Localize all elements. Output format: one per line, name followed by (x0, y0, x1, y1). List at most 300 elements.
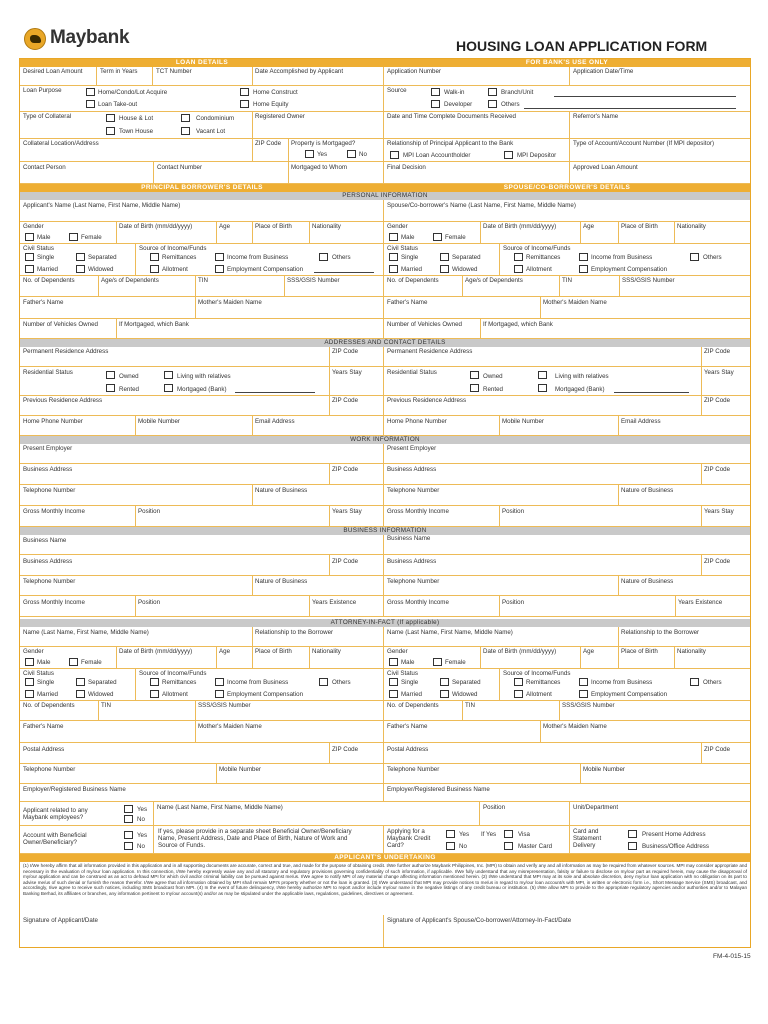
spouse-field-father[interactable] (384, 297, 541, 319)
spouse-civil-status-group (384, 244, 500, 276)
label: Application Date/Time (573, 68, 634, 75)
office-delivery-checkbox[interactable] (628, 842, 637, 850)
field-docs-received[interactable] (384, 112, 570, 139)
label: Nationality (312, 648, 341, 655)
label: Source of Income/Funds (503, 245, 571, 252)
section-principal: PRINCIPAL BORROWER'S DETAILS (20, 184, 384, 192)
label: Married (401, 691, 422, 698)
spouse-field-pob[interactable] (619, 222, 675, 244)
label: Number of Vehicles Owned (23, 321, 98, 328)
attorney-field-father[interactable] (20, 721, 196, 743)
beneficial-yes-checkbox[interactable] (124, 831, 133, 839)
label: Widowed (88, 266, 114, 273)
field-employer[interactable] (20, 444, 384, 464)
field-home-phone[interactable] (20, 416, 136, 436)
spouse-field-age[interactable] (581, 222, 619, 244)
owned-checkbox[interactable] (106, 371, 115, 379)
label: Business Address (23, 466, 73, 473)
field-dob[interactable] (117, 222, 217, 244)
field-contact-number[interactable] (154, 162, 289, 184)
label: No (137, 816, 145, 823)
field-attorney-relationship[interactable] (253, 627, 384, 647)
spouse-field-previous-zip[interactable] (702, 396, 750, 416)
field-email[interactable] (253, 416, 384, 436)
field-pob[interactable] (253, 222, 310, 244)
field-spouse-name[interactable] (384, 200, 750, 222)
field-collateral-location[interactable] (20, 139, 253, 162)
spouse-field-work-telephone[interactable] (384, 485, 619, 506)
spouse-field-employer[interactable] (384, 444, 750, 464)
label: Applicant's Name (Last Name, First Name, Middle Name) (23, 202, 181, 209)
label: Name (Last Name, First Name, Middle Name) (157, 804, 283, 811)
attorney2-field-postal[interactable] (384, 743, 702, 764)
label: Name (Last Name, First Name, Middle Name) (23, 629, 149, 636)
field-mortgaged-to[interactable] (289, 162, 384, 184)
separated-checkbox[interactable] (76, 253, 85, 261)
attorney-field-pob[interactable] (253, 647, 310, 669)
field-work-gross[interactable] (20, 506, 136, 527)
attorney-field-zip[interactable] (330, 743, 384, 764)
label: Business Name (23, 537, 67, 544)
field-if-mortgaged[interactable] (117, 319, 384, 339)
attorney-allotment-checkbox[interactable] (150, 690, 159, 698)
spouse-field-business-position[interactable] (500, 596, 676, 617)
label: Civil Status (387, 670, 418, 677)
signature-spouse[interactable] (384, 915, 750, 947)
field-father[interactable] (20, 297, 196, 319)
spouse-mortgaged-bank-checkbox[interactable] (538, 384, 547, 392)
attorney2-married-checkbox[interactable] (389, 690, 398, 698)
spouse-field-permanent-address[interactable] (384, 347, 702, 367)
field-related-position[interactable] (480, 802, 570, 826)
attorney-male-checkbox[interactable] (25, 658, 34, 666)
source-group (384, 86, 750, 112)
spouse-remittances-checkbox[interactable] (514, 253, 523, 261)
mortgaged-yes-checkbox[interactable] (305, 150, 314, 158)
attorney2-field-zip[interactable] (702, 743, 750, 764)
home-equity-checkbox[interactable] (240, 100, 249, 108)
attorney-others-checkbox[interactable] (319, 678, 328, 686)
label: Employer/Registered Business Name (23, 786, 126, 793)
label: Single (37, 679, 55, 686)
spouse-mortgaged-bank-line[interactable] (614, 392, 689, 393)
field-vehicles[interactable] (20, 319, 117, 339)
living-relatives-checkbox[interactable] (164, 371, 173, 379)
label: Residential Status (23, 369, 73, 376)
field-applicant-name[interactable] (20, 200, 384, 222)
field-referrer[interactable] (570, 112, 750, 139)
spouse-field-years-stay[interactable] (702, 367, 750, 396)
attorney-field-employer[interactable] (20, 784, 384, 802)
field-previous-address[interactable] (20, 396, 330, 416)
label: Yes (137, 806, 148, 813)
related-no-checkbox[interactable] (124, 815, 133, 823)
attorney-single-checkbox[interactable] (25, 678, 34, 686)
field-business-zip[interactable] (330, 555, 384, 576)
spouse-field-work-nature[interactable] (619, 485, 750, 506)
attorney-female-checkbox[interactable] (69, 658, 78, 666)
spouse-field-mother[interactable] (541, 297, 750, 319)
field-previous-zip[interactable] (330, 396, 384, 416)
label: Registered Owner (255, 113, 305, 120)
attorney-field-tin[interactable] (99, 701, 196, 721)
spouse-owned-checkbox[interactable] (470, 371, 479, 379)
spouse-field-business-years[interactable] (676, 596, 750, 617)
mastercard-checkbox[interactable] (504, 842, 513, 850)
label: If Mortgaged, which Bank (483, 321, 553, 328)
mpi-depositor-checkbox[interactable] (504, 151, 513, 159)
spouse-field-tin[interactable] (560, 276, 620, 297)
label: Nature of Business (621, 578, 674, 585)
attorney2-female-checkbox[interactable] (433, 658, 442, 666)
field-work-telephone[interactable] (20, 485, 253, 506)
field-approved-amount[interactable] (570, 162, 750, 184)
spouse-field-work-position[interactable] (500, 506, 702, 527)
label: Years Stay (332, 369, 362, 376)
spouse-male-checkbox[interactable] (389, 233, 398, 241)
label: No (359, 151, 367, 158)
field-business-years[interactable] (310, 596, 384, 617)
label: Employment Compensation (591, 266, 668, 273)
field-work-address[interactable] (20, 464, 330, 485)
label: Contact Number (157, 164, 203, 171)
attorney2-field-employer[interactable] (384, 784, 750, 802)
maybank-logo (24, 27, 154, 51)
field-application-number[interactable] (384, 67, 570, 86)
attorney2-remittances-checkbox[interactable] (514, 678, 523, 686)
label: Branch/Unit (501, 89, 534, 96)
spouse-married-checkbox[interactable] (389, 265, 398, 273)
attorney-field-age[interactable] (217, 647, 253, 669)
label: SSS/GSIS Number (562, 702, 615, 709)
field-business-position[interactable] (136, 596, 310, 617)
label: If Mortgaged, which Bank (119, 321, 189, 328)
female-checkbox[interactable] (69, 233, 78, 241)
card-yes-checkbox[interactable] (446, 830, 455, 838)
label: Yes (459, 831, 470, 838)
field-business-nature[interactable] (253, 576, 384, 596)
field-permanent-zip[interactable] (330, 347, 384, 367)
label: Collateral Location/Address (23, 140, 99, 147)
spouse-field-work-zip[interactable] (702, 464, 750, 485)
label: Rented (119, 386, 139, 393)
attorney-widowed-checkbox[interactable] (76, 690, 85, 698)
field-business-address[interactable] (20, 555, 330, 576)
field-related-unit[interactable] (570, 802, 750, 826)
home-construct-checkbox[interactable] (240, 88, 249, 96)
spouse-field-work-address[interactable] (384, 464, 702, 485)
label: No. of Dependents (23, 277, 75, 284)
label: Telephone Number (387, 766, 440, 773)
spouse-field-previous-address[interactable] (384, 396, 702, 416)
mpi-holder-checkbox[interactable] (390, 151, 399, 159)
label: Remittances (162, 254, 197, 261)
label: Age (219, 648, 231, 655)
attorney2-employment-checkbox[interactable] (579, 690, 588, 698)
label: Date of Birth (mm/dd/yyyy) (483, 223, 557, 230)
field-business-telephone[interactable] (20, 576, 253, 596)
widowed-checkbox[interactable] (76, 265, 85, 273)
spouse-field-sss[interactable] (620, 276, 750, 297)
spouse-field-permanent-zip[interactable] (702, 347, 750, 367)
home-delivery-checkbox[interactable] (628, 830, 637, 838)
field-attorney-name[interactable] (20, 627, 253, 647)
attorney2-field-dependents[interactable] (384, 701, 463, 721)
field-collateral-zip[interactable] (253, 139, 289, 162)
spouse-field-dependents[interactable] (384, 276, 463, 297)
label: Walk-in (444, 89, 465, 96)
label: ZIP Code (704, 466, 731, 473)
field-registered-owner[interactable] (253, 112, 384, 139)
spouse-others-income-checkbox[interactable] (690, 253, 699, 261)
single-checkbox[interactable] (25, 253, 34, 261)
label: Referror's Name (573, 113, 619, 120)
field-term[interactable] (97, 67, 153, 86)
mortgaged-bank-line[interactable] (235, 392, 315, 393)
spouse-allotment-checkbox[interactable] (514, 265, 523, 273)
allotment-checkbox[interactable] (150, 265, 159, 273)
label: Postal Address (387, 746, 429, 753)
attorney-field-mobile[interactable] (217, 764, 384, 784)
field-permanent-address[interactable] (20, 347, 330, 367)
mortgaged-bank-checkbox[interactable] (164, 384, 173, 392)
field-tin[interactable] (196, 276, 285, 297)
field-desired-amount[interactable] (20, 67, 97, 86)
label: Years Existence (312, 599, 357, 606)
attorney2-income-business-checkbox[interactable] (579, 678, 588, 686)
label: Gross Monthly Income (23, 508, 85, 515)
attorney-field-nationality[interactable] (310, 647, 384, 669)
label: Mobile Number (502, 418, 544, 425)
spouse-field-mobile[interactable] (500, 416, 619, 436)
beneficial-no-checkbox[interactable] (124, 842, 133, 850)
field-account-type[interactable] (570, 139, 750, 162)
label: SSS/GSIS Number (622, 277, 675, 284)
attorney2-field-telephone[interactable] (384, 764, 581, 784)
section-bank-use: FOR BANK'S USE ONLY (384, 59, 750, 67)
attorney-field-mother[interactable] (196, 721, 384, 743)
attorney2-field-tin[interactable] (463, 701, 560, 721)
label: Home/Condo/Lot Acquire (98, 89, 168, 96)
married-checkbox[interactable] (25, 265, 34, 273)
attorney2-field-mobile[interactable] (581, 764, 750, 784)
developer-checkbox[interactable] (431, 100, 440, 108)
attorney-field-sss[interactable] (196, 701, 384, 721)
attorney-married-checkbox[interactable] (25, 690, 34, 698)
spouse-field-business-address[interactable] (384, 555, 702, 576)
label: Source of Income/Funds (503, 670, 571, 677)
spouse-field-business-name[interactable] (384, 535, 750, 555)
field-years-stay[interactable] (330, 367, 384, 396)
attorney2-field-father[interactable] (384, 721, 541, 743)
field-tct[interactable] (153, 67, 253, 86)
rented-checkbox[interactable] (106, 384, 115, 392)
label: Business Name (387, 535, 431, 542)
spouse-field-if-mortgaged[interactable] (481, 319, 750, 339)
spouse-field-business-telephone[interactable] (384, 576, 619, 596)
male-checkbox[interactable] (25, 233, 34, 241)
field-work-position[interactable] (136, 506, 330, 527)
branch-line[interactable] (554, 96, 736, 97)
spouse-field-home-phone[interactable] (384, 416, 500, 436)
label: Separated (88, 254, 117, 261)
condominium-checkbox[interactable] (181, 114, 190, 122)
attorney2-field-sss[interactable] (560, 701, 750, 721)
label: Male (401, 234, 415, 241)
mortgaged-no-checkbox[interactable] (347, 150, 356, 158)
field-work-zip[interactable] (330, 464, 384, 485)
others-income-line[interactable] (314, 272, 374, 273)
townhouse-checkbox[interactable] (106, 127, 115, 135)
signature-applicant[interactable] (20, 915, 384, 947)
spouse-field-vehicles[interactable] (384, 319, 481, 339)
attorney-employment-checkbox[interactable] (215, 690, 224, 698)
attorney2-separated-checkbox[interactable] (440, 678, 449, 686)
field-dependents[interactable] (20, 276, 99, 297)
field-ages-dependents[interactable] (99, 276, 196, 297)
label: Mortgaged to Whom (291, 164, 348, 171)
spouse-separated-checkbox[interactable] (440, 253, 449, 261)
attorney2-others-checkbox[interactable] (690, 678, 699, 686)
label: Nature of Business (255, 578, 308, 585)
attorney2-widowed-checkbox[interactable] (440, 690, 449, 698)
employment-checkbox[interactable] (215, 265, 224, 273)
attorney2-field-nationality[interactable] (675, 647, 750, 669)
field-final-decision[interactable] (384, 162, 570, 184)
spouse-living-relatives-checkbox[interactable] (538, 371, 547, 379)
label: TCT Number (156, 68, 192, 75)
remittances-checkbox[interactable] (150, 253, 159, 261)
field-sss[interactable] (285, 276, 384, 297)
field-mobile[interactable] (136, 416, 253, 436)
field-age[interactable] (217, 222, 253, 244)
attorney-income-business-checkbox[interactable] (215, 678, 224, 686)
label: Loan Purpose (23, 87, 62, 94)
label: Years Existence (678, 599, 723, 606)
label: Vacant Lot (196, 128, 226, 135)
attorney2-allotment-checkbox[interactable] (514, 690, 523, 698)
vacant-lot-checkbox[interactable] (181, 127, 190, 135)
attorney-field-dependents[interactable] (20, 701, 99, 721)
label: Father's Name (23, 299, 64, 306)
spouse-field-attorney-relationship[interactable] (619, 627, 750, 647)
spouse-widowed-checkbox[interactable] (440, 265, 449, 273)
related-yes-checkbox[interactable] (124, 805, 133, 813)
spouse-field-dob[interactable] (481, 222, 581, 244)
card-no-checkbox[interactable] (446, 842, 455, 850)
spouse-field-attorney-name[interactable] (384, 627, 619, 647)
field-mother[interactable] (196, 297, 384, 319)
spouse-employment-checkbox[interactable] (579, 265, 588, 273)
section-spouse: SPOUSE/CO-BORROWER'S DETAILS (384, 184, 750, 192)
field-business-gross[interactable] (20, 596, 136, 617)
attorney2-field-pob[interactable] (619, 647, 675, 669)
attorney-field-dob[interactable] (117, 647, 217, 669)
label: Place of Birth (621, 223, 658, 230)
field-business-name[interactable] (20, 535, 384, 555)
label: Present Home Address (642, 831, 706, 838)
label: Separated (88, 679, 117, 686)
attorney2-field-mother[interactable] (541, 721, 750, 743)
others-checkbox[interactable] (488, 100, 497, 108)
attorney2-single-checkbox[interactable] (389, 678, 398, 686)
spouse-field-email[interactable] (619, 416, 750, 436)
label: Yes (137, 832, 148, 839)
label: Home Construct (253, 89, 298, 96)
field-contact-person[interactable] (20, 162, 154, 184)
mortgaged-group (289, 139, 384, 162)
attorney2-field-dob[interactable] (481, 647, 581, 669)
label: Widowed (452, 691, 478, 698)
label: Mother's Maiden Name (198, 299, 262, 306)
others-line[interactable] (524, 108, 736, 109)
label: If Yes (481, 831, 497, 838)
field-work-nature[interactable] (253, 485, 384, 506)
label: Father's Name (23, 723, 64, 730)
spouse-field-nationality[interactable] (675, 222, 750, 244)
field-date-accomplished[interactable] (253, 67, 384, 86)
spouse-field-work-gross[interactable] (384, 506, 500, 527)
label: Age/s of Dependents (101, 277, 159, 284)
label: Contact Person (23, 164, 66, 171)
spouse-single-checkbox[interactable] (389, 253, 398, 261)
label: MPI Loan Accountholder (403, 152, 471, 159)
attorney-remittances-checkbox[interactable] (150, 678, 159, 686)
label: ZIP Code (704, 746, 731, 753)
others-income-checkbox[interactable] (319, 253, 328, 261)
spouse-field-ages-dependents[interactable] (463, 276, 560, 297)
attorney-field-postal[interactable] (20, 743, 330, 764)
label: Rented (483, 386, 503, 393)
label: Employment Compensation (227, 691, 304, 698)
spouse-rented-checkbox[interactable] (470, 384, 479, 392)
label: No. of Dependents (23, 702, 75, 709)
field-related-name[interactable] (154, 802, 480, 826)
label: Approved Loan Amount (573, 164, 638, 171)
spouse-field-business-zip[interactable] (702, 555, 750, 576)
takeout-checkbox[interactable] (86, 100, 95, 108)
spouse-income-business-checkbox[interactable] (579, 253, 588, 261)
field-nationality[interactable] (310, 222, 384, 244)
spouse-field-business-gross[interactable] (384, 596, 500, 617)
label: Relationship to the Borrower (621, 629, 700, 636)
label: Previous Residence Address (387, 397, 467, 404)
label: Type of Account/Account Number (If MPI depositor) (573, 140, 714, 147)
walk-in-checkbox[interactable] (431, 88, 440, 96)
visa-checkbox[interactable] (504, 830, 513, 838)
attorney-separated-checkbox[interactable] (76, 678, 85, 686)
logo-tiger-icon (24, 28, 46, 50)
attorney-field-telephone[interactable] (20, 764, 217, 784)
field-application-date[interactable] (570, 67, 750, 86)
spouse-field-work-years[interactable] (702, 506, 750, 527)
attorney2-field-age[interactable] (581, 647, 619, 669)
label: Employment Compensation (591, 691, 668, 698)
label: Position (138, 599, 161, 606)
field-work-years[interactable] (330, 506, 384, 527)
spouse-source-income-group (500, 244, 750, 276)
home-condo-checkbox[interactable] (86, 88, 95, 96)
label: Position (138, 508, 161, 515)
house-lot-checkbox[interactable] (106, 114, 115, 122)
label: TIN (101, 702, 111, 709)
spouse-female-checkbox[interactable] (433, 233, 442, 241)
branch-checkbox[interactable] (488, 88, 497, 96)
spouse-field-business-nature[interactable] (619, 576, 750, 596)
attorney2-male-checkbox[interactable] (389, 658, 398, 666)
income-business-checkbox[interactable] (215, 253, 224, 261)
label: Remittances (526, 679, 561, 686)
